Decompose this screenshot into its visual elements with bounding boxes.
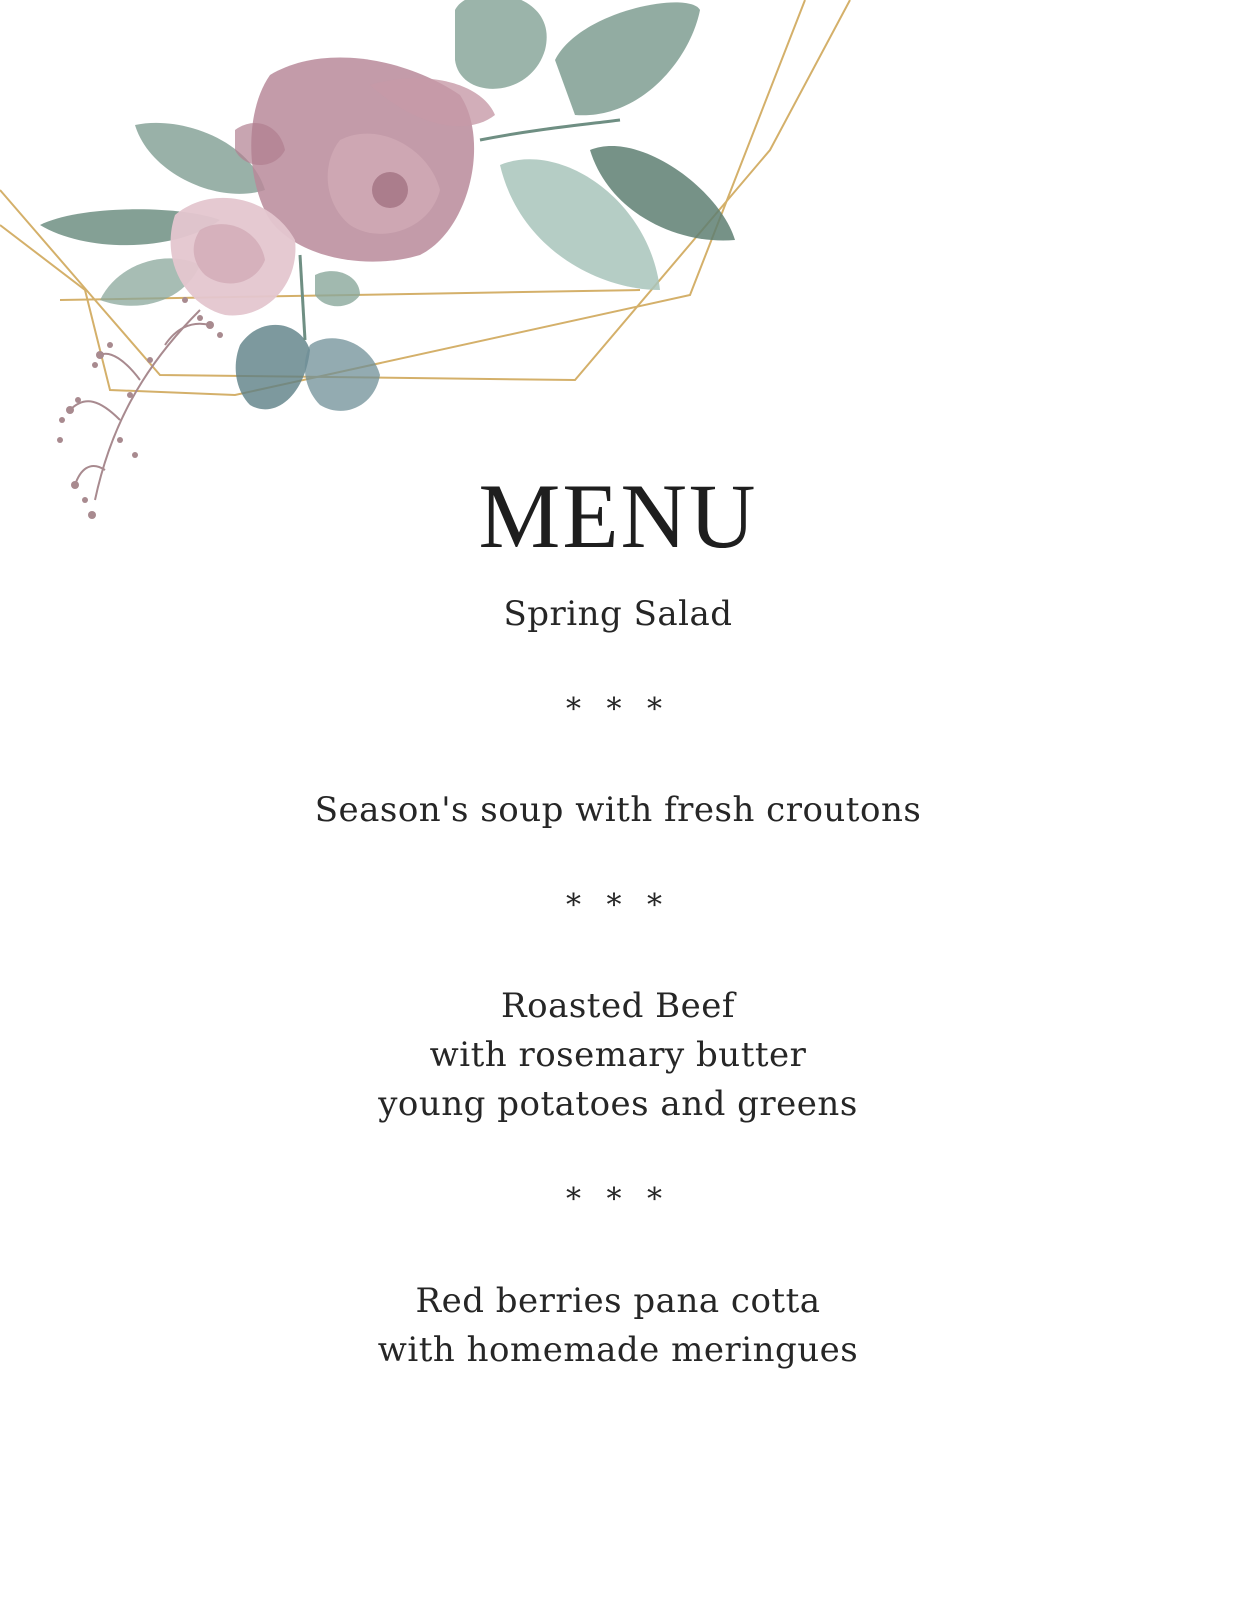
separator-3: * * * (565, 1182, 671, 1217)
course-2-line-1: Season's soup with fresh croutons (314, 790, 922, 830)
course-4-line-1: Red berries pana cotta (415, 1281, 821, 1321)
course-3-line-1: Roasted Beef (501, 986, 735, 1026)
floral-decoration (0, 0, 880, 540)
course-1-line-1: Spring Salad (503, 594, 733, 634)
separator-1: * * * (565, 692, 671, 727)
course-3-line-2: with rosemary butter (429, 1035, 807, 1075)
separator-2: * * * (565, 888, 671, 923)
menu-title: MENU (478, 465, 758, 567)
course-3-line-3: young potatoes and greens (378, 1084, 858, 1124)
course-4-line-2: with homemade meringues (377, 1330, 859, 1370)
